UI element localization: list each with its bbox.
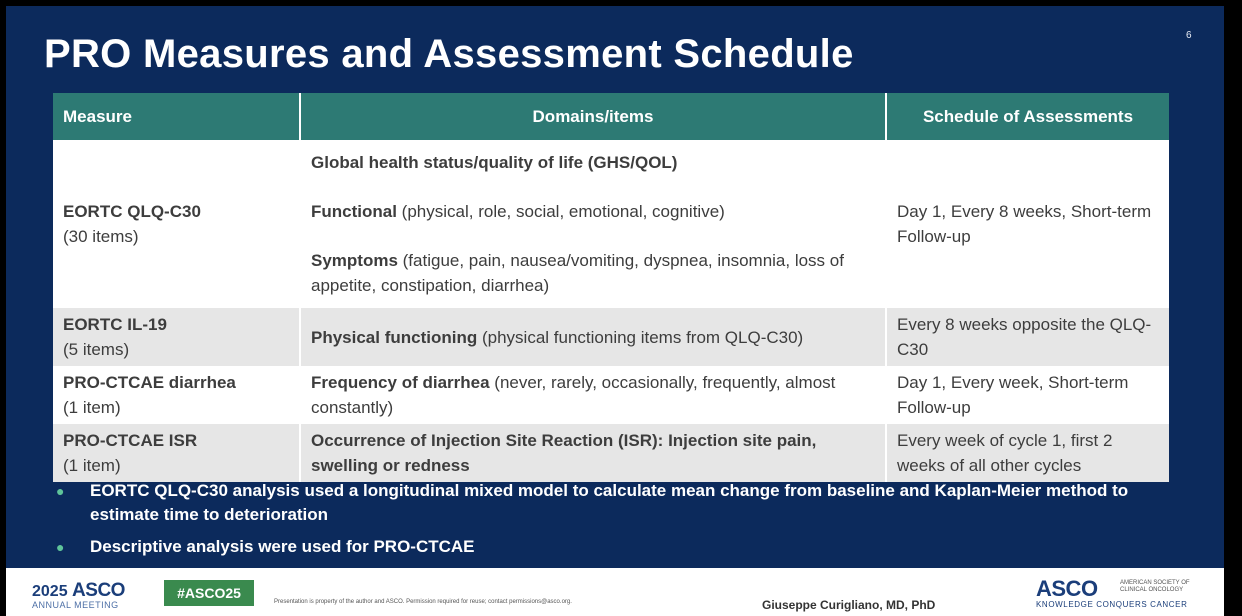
measure-items: (1 item) [63, 456, 121, 475]
asco-wordmark: ASCO [1036, 576, 1098, 601]
bullet-text: Descriptive analysis were used for PRO-CTCAE [90, 537, 475, 556]
bullet-item [56, 479, 1176, 527]
domain-text: (physical functioning items from QLQ-C30) [477, 327, 804, 347]
measure-items: (1 item) [63, 398, 121, 417]
pro-measures-table [53, 93, 1169, 482]
left-letterbox [0, 0, 6, 616]
measure-cell [53, 140, 300, 308]
slide-title: PRO Measures and Assessment Schedule [44, 32, 854, 76]
schedule-cell: Day 1, Every 8 weeks, Short-term Follow-up [886, 140, 1169, 308]
measure-name: EORTC QLQ-C30 [63, 202, 201, 221]
measure-cell [53, 308, 300, 366]
slide-footer [6, 568, 1224, 616]
table-row [53, 308, 1169, 366]
table-row [53, 140, 1169, 308]
hashtag-badge: #ASCO25 [164, 580, 254, 606]
header-domains: Domains/items [300, 93, 886, 140]
domain-text: (never, rarely, occasionally, frequently, almost constantly) [311, 373, 836, 417]
meeting-year: 2025 [32, 583, 68, 600]
bullet-list [56, 479, 1176, 567]
annual-meeting-logo [32, 580, 125, 610]
domains-cell [300, 308, 886, 366]
schedule-cell: Every week of cycle 1, first 2 weeks of all other cycles [886, 424, 1169, 482]
bullet-dot-icon: ● [56, 483, 65, 499]
domain-text: (physical, role, social, emotional, cognitive) [396, 202, 725, 221]
domains-cell [300, 140, 886, 308]
domain-bold: Physical functioning [311, 327, 478, 347]
domain-bold: Symptoms [311, 251, 398, 270]
domains-cell [300, 366, 886, 424]
domain-entry [311, 150, 875, 175]
asco-society-name: AMERICAN SOCIETY OF CLINICAL ONCOLOGY [1120, 580, 1190, 593]
domains-cell [300, 424, 886, 482]
presenter-name: Giuseppe Curigliano, MD, PhD [762, 598, 936, 612]
disclaimer: Presentation is property of the author and ASCO. Permission required for reuse; contact permissions@asco.org. [274, 599, 572, 605]
domain-text: (fatigue, pain, nausea/vomiting, dyspnea, insomnia, loss of appetite, constipation, diarrhea) [311, 251, 844, 295]
measure-items: (5 items) [63, 340, 130, 359]
table-row [53, 424, 1169, 482]
bullet-dot-icon: ● [56, 539, 65, 555]
meeting-name: ASCO [72, 580, 125, 601]
right-letterbox [1224, 0, 1242, 616]
measure-name: PRO-CTCAE diarrhea [63, 373, 236, 392]
asco-tagline: KNOWLEDGE CONQUERS CANCER [1036, 600, 1188, 609]
domain-bold: Global health status/quality of life (GHS/QOL) [311, 153, 678, 172]
schedule-cell: Every 8 weeks opposite the QLQ-C30 [886, 308, 1169, 366]
page-number: 6 [1186, 30, 1192, 41]
domain-entry [311, 248, 875, 298]
measure-name: PRO-CTCAE ISR [63, 431, 198, 450]
measure-cell [53, 366, 300, 424]
domain-bold: Functional [311, 202, 397, 221]
domain-bold: Frequency of diarrhea [311, 373, 490, 392]
bullet-item [56, 535, 1176, 559]
asco-logo [1036, 576, 1190, 609]
measure-items: (30 items) [63, 227, 139, 246]
top-letterbox [0, 0, 1242, 6]
schedule-cell: Day 1, Every week, Short-term Follow-up [886, 366, 1169, 424]
header-schedule: Schedule of Assessments [886, 93, 1169, 140]
measure-cell [53, 424, 300, 482]
header-measure: Measure [53, 93, 300, 140]
table-header-row [53, 93, 1169, 140]
domain-entry [311, 199, 875, 224]
meeting-sub: ANNUAL MEETING [32, 600, 119, 610]
table-row [53, 366, 1169, 424]
domain-bold: Occurrence of Injection Site Reaction (ISR): Injection site pain, swelling or redness [311, 431, 817, 475]
bullet-text: EORTC QLQ-C30 analysis used a longitudinal mixed model to calculate mean change from baseline and Kaplan-Meier method to estimate time to deterioration [90, 481, 1129, 524]
measure-name: EORTC IL-19 [63, 315, 167, 334]
